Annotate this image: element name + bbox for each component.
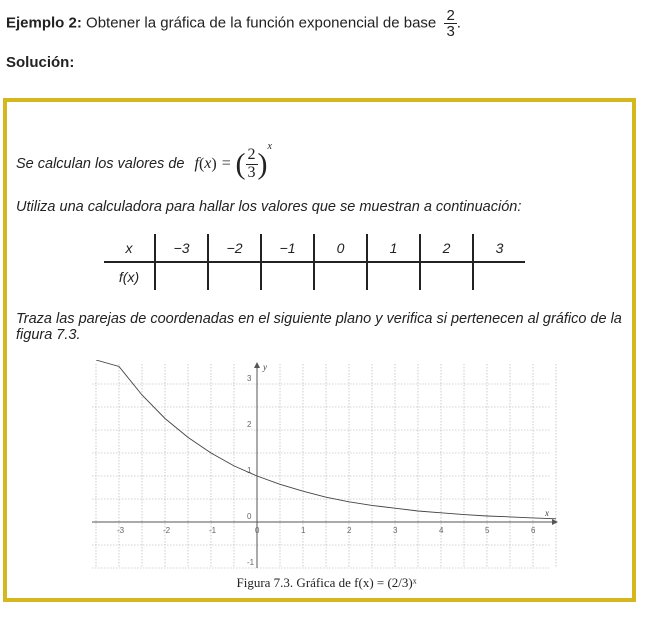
example-heading [6,8,461,39]
values-table [104,234,525,290]
formula-eq: = [220,154,232,172]
fx-cell [473,262,525,290]
base-fraction [444,8,456,39]
y-axis-label: y [263,362,267,372]
exponential-graph [90,360,560,575]
heading-period: . [456,14,461,32]
fx-cell [314,262,367,290]
fx-cell [208,262,261,290]
intro-text: Se calculan los valores de [16,155,185,172]
x-tick-label: 3 [393,526,398,535]
formula-x: x [204,154,212,172]
fx-cell [420,262,473,290]
x-cell: −1 [261,234,314,262]
x-tick-label: 5 [485,526,490,535]
formula-den: 3 [247,163,256,181]
x-tick-label: -2 [163,526,171,535]
fx-cell [155,262,208,290]
x-tick-label: 6 [531,526,536,535]
y-tick-label: 1 [247,466,252,475]
x-header: x [104,234,155,262]
formula-num: 2 [247,146,256,163]
x-tick-label: 2 [347,526,352,535]
fx-cell [261,262,314,290]
big-paren-open: ( [235,147,246,181]
x-cell: −2 [208,234,261,262]
x-row [104,234,525,262]
fx-header: f(x) [118,268,140,285]
y-tick-label: 0 [247,512,252,521]
x-cell: 0 [314,234,367,262]
x-tick-label: 0 [255,526,260,535]
example-text: Obtener la gráfica de la función exponencial de base [81,14,437,32]
fx-cell [367,262,420,290]
x-cell: −3 [155,234,208,262]
y-tick-label: 2 [247,420,252,429]
x-tick-label: -1 [209,526,217,535]
y-tick-label: -1 [247,558,255,567]
x-tick-label: -3 [117,526,125,535]
x-cell: 3 [473,234,525,262]
intro-line [16,141,272,182]
x-tick-label: 1 [301,526,306,535]
formula-f: f [194,154,199,172]
x-cell: 2 [420,234,473,262]
function-formula [194,141,272,181]
x-axis-arrow [552,519,558,525]
trace-instruction: Traza las parejas de coordenadas en el siguiente plano y verifica si pertenecen al gráfico de la figura 7.3. [16,311,622,343]
base-numerator: 2 [446,7,455,24]
formula-close: ) [211,155,217,173]
big-paren-close: ) [257,147,268,181]
figure-caption: Figura 7.3. Gráfica de f(x) = (2/3)ˣ [236,575,417,590]
example-label: Ejemplo 2: [6,14,82,32]
instruction-text: Utiliza una calculadora para hallar los valores que se muestran a continuación: [16,199,522,215]
y-axis-arrow [254,362,260,368]
fx-row [104,262,525,290]
y-tick-label: 3 [247,374,252,383]
x-tick-label: 4 [439,526,444,535]
formula-open: ( [198,155,205,173]
formula-exponent: x [267,141,272,152]
x-cell: 1 [367,234,420,262]
base-denominator: 3 [446,23,455,40]
x-axis-label: x [545,508,549,518]
solution-label: Solución: [6,54,75,71]
formula-fraction [246,147,258,182]
